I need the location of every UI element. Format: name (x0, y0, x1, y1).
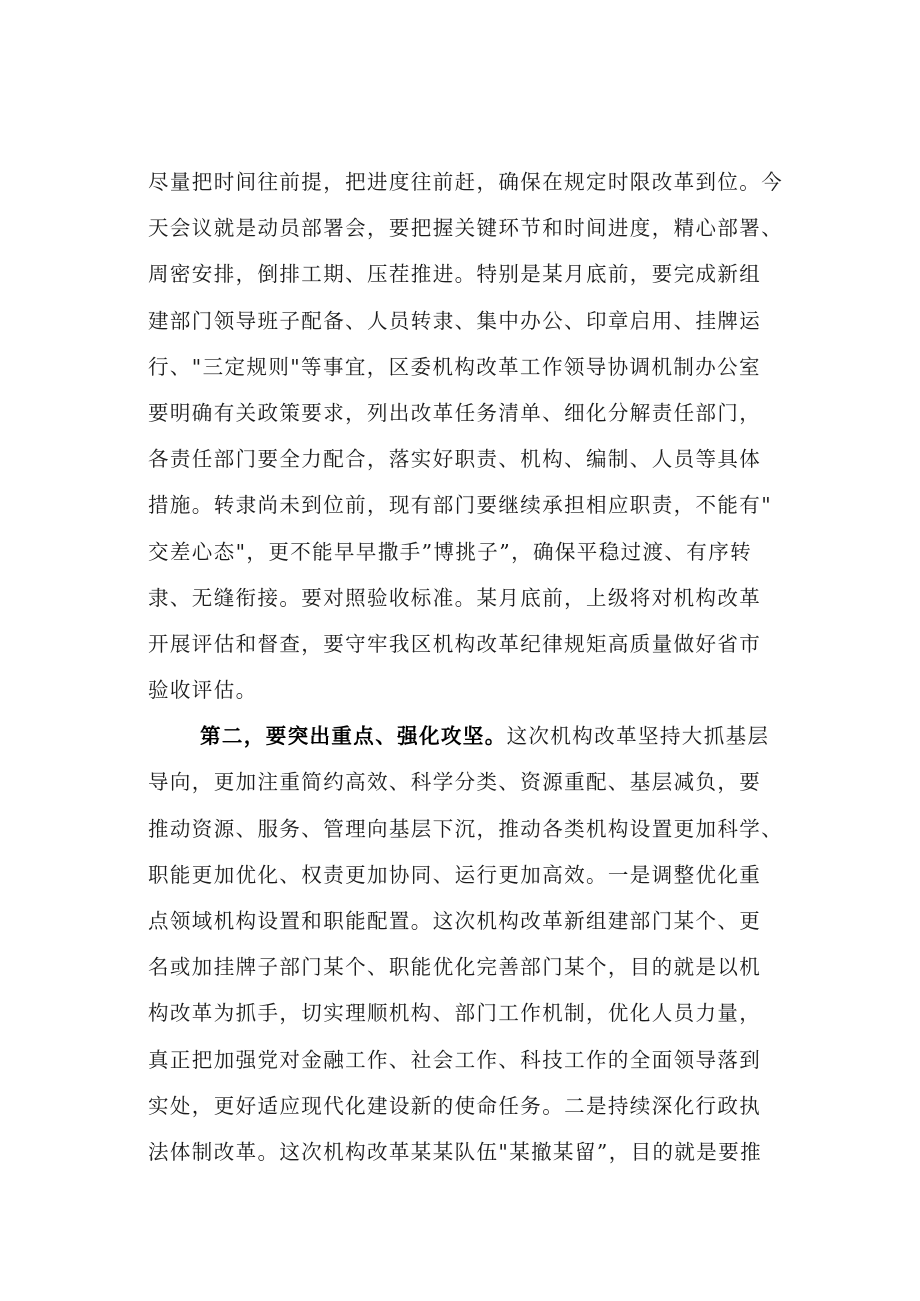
text-line: 建部门领导班子配备、人员转隶、集中办公、印章启用、挂牌运 (148, 308, 762, 333)
text-line: 推动资源、服务、管理向基层下沉，推动各类机构设置更加科学、 (148, 816, 784, 841)
text-line: 构改革为抓手，切实理顺机构、部门工作机制，优化人员力量， (148, 1001, 762, 1026)
text-line: 天会议就是动员部署会，要把握关键环节和时间进度，精心部署、 (148, 216, 784, 241)
text-line: 隶、无缝衔接。要对照验收标准。某月底前，上级将对机构改革 (148, 585, 762, 610)
paragraph-first-line (148, 713, 828, 759)
text-line: 点领域机构设置和职能配置。这次机构改革新组建部门某个、更 (148, 909, 762, 933)
section-heading: 第二，要突出重点、强化攻坚。 (200, 724, 507, 749)
text-line: 开展评估和督查，要守牢我区机构改革纪律规矩高质量做好省市 (148, 631, 762, 656)
text-line: 周密安排，倒排工期、压茬推进。特别是某月底前，要完成新组 (148, 262, 762, 287)
text-line: 名或加挂牌子部门某个、职能优化完善部门某个，目的就是以机 (148, 955, 762, 980)
text-line: 交差心态"，更不能早早撒手”博挑子”，确保平稳过渡、有序转 (148, 539, 752, 564)
text-line: 职能更加优化、权责更加协同、运行更加高效。一是调整优化重 (148, 862, 762, 887)
text-line: 行、"三定规则"等事宜，区委机构改革工作领导协调机制办公室 (148, 354, 761, 379)
text-line: 验收评估。 (148, 678, 258, 703)
text-run: 这次机构改革坚持大抓基层 (506, 724, 770, 749)
text-line: 法体制改革。这次机构改革某某队伍"某撤某留”，目的就是要推 (148, 1139, 763, 1164)
text-line: 措施。转隶尚未到位前，现有部门要继续承担相应职责，不能有" (148, 493, 773, 518)
document-body (148, 159, 828, 1175)
paragraph-2 (148, 713, 828, 1175)
text-line: 实处，更好适应现代化建设新的使命任务。二是持续深化行政执 (148, 1093, 762, 1118)
text-line: 导向，更加注重简约高效、科学分类、资源重配、基层减负，要 (148, 770, 762, 795)
paragraph-1 (148, 159, 828, 713)
text-line: 尽量把时间往前提，把进度往前赶，确保在规定时限改革到位。今 (148, 170, 784, 194)
text-line: 要明确有关政策要求，列出改革任务清单、细化分解责任部门， (148, 400, 762, 425)
text-line: 各责任部门要全力配合，落实好职责、机构、编制、人员等具体 (148, 447, 762, 472)
text-line: 真正把加强党对金融工作、社会工作、科技工作的全面领导落到 (148, 1047, 762, 1072)
